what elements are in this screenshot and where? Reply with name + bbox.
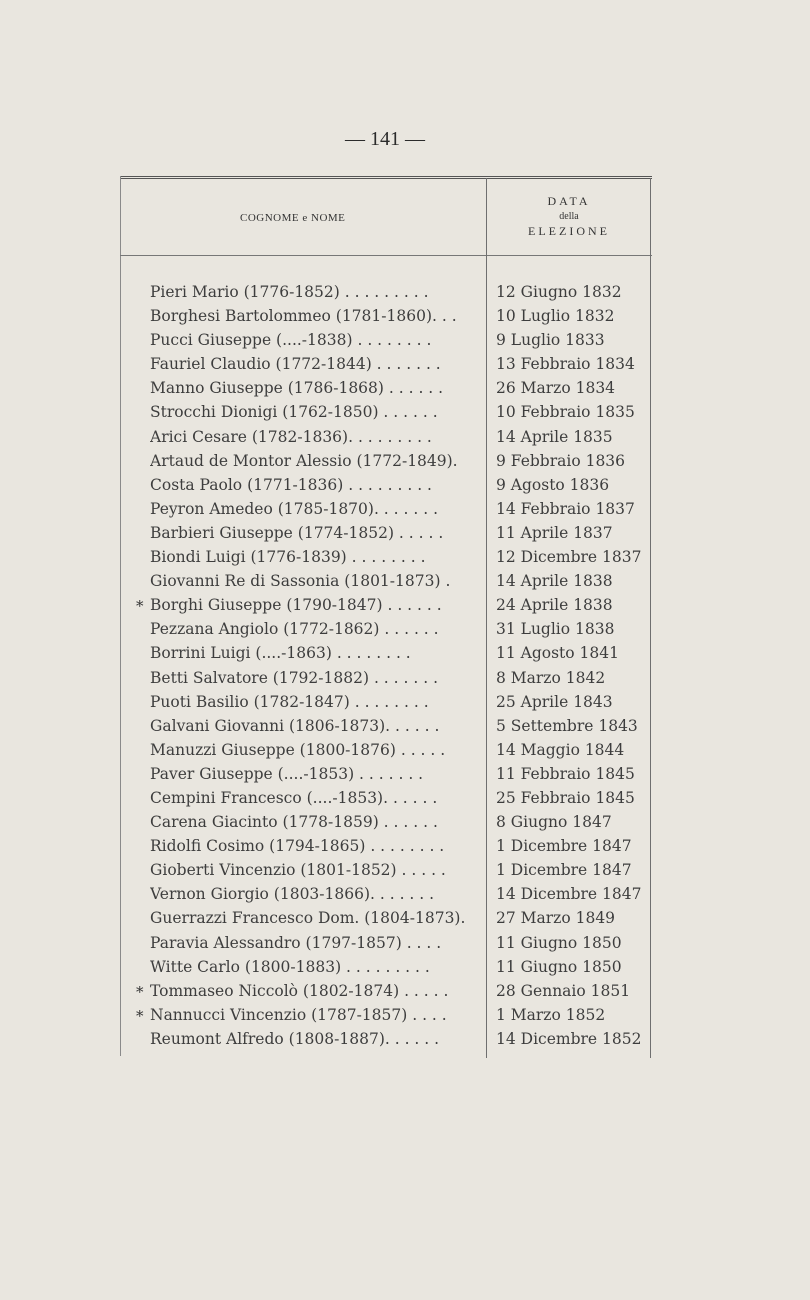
election-date: 11 Giugno 1850 bbox=[496, 957, 622, 976]
member-name: Costa Paolo (1771-1836) . . . . . . . . . bbox=[150, 475, 432, 494]
member-name: Ridolfi Cosimo (1794-1865) . . . . . . . . bbox=[150, 837, 445, 856]
table-row bbox=[130, 786, 655, 810]
header-date-line-1: DATA bbox=[547, 194, 591, 208]
election-date: 27 Marzo 1849 bbox=[496, 909, 616, 928]
members-table-body bbox=[130, 280, 655, 1051]
table-row bbox=[130, 376, 655, 400]
asterisk-mark: * bbox=[136, 982, 144, 1001]
table-row bbox=[130, 641, 655, 665]
election-date: 14 Dicembre 1852 bbox=[496, 1029, 642, 1048]
table-row bbox=[130, 690, 655, 714]
member-name: Witte Carlo (1800-1883) . . . . . . . . . bbox=[150, 957, 430, 976]
election-date: 9 Agosto 1836 bbox=[496, 475, 610, 494]
table-row bbox=[130, 906, 655, 930]
table-row bbox=[130, 328, 655, 352]
member-name: Barbieri Giuseppe (1774-1852) . . . . . bbox=[150, 523, 444, 542]
member-name: Paravia Alessandro (1797-1857) . . . . bbox=[150, 933, 442, 952]
header-date-line-2: della bbox=[559, 211, 579, 222]
table-row bbox=[130, 834, 655, 858]
election-date: 24 Aprile 1838 bbox=[496, 596, 613, 615]
member-name: Strocchi Dionigi (1762-1850) . . . . . . bbox=[150, 403, 438, 422]
member-name: Cempini Francesco (....-1853). . . . . . bbox=[150, 788, 438, 807]
member-name: Arici Cesare (1782-1836). . . . . . . . . bbox=[150, 427, 432, 446]
election-date: 12 Dicembre 1837 bbox=[496, 548, 642, 567]
table-row bbox=[130, 521, 655, 545]
table-row bbox=[130, 449, 655, 473]
election-date: 14 Aprile 1838 bbox=[496, 572, 613, 591]
table-row bbox=[130, 400, 655, 424]
member-name: Nannucci Vincenzio (1787-1857) . . . . bbox=[150, 1005, 447, 1024]
member-name: Paver Giuseppe (....-1853) . . . . . . . bbox=[150, 764, 424, 783]
member-name: Borrini Luigi (....-1863) . . . . . . . . bbox=[150, 644, 411, 663]
member-name: Manuzzi Giuseppe (1800-1876) . . . . . bbox=[150, 740, 446, 759]
election-date: 14 Dicembre 1847 bbox=[496, 885, 642, 904]
asterisk-mark: * bbox=[136, 597, 144, 616]
election-date: 11 Febbraio 1845 bbox=[496, 764, 635, 783]
header-date-column bbox=[490, 194, 648, 239]
table-row bbox=[130, 617, 655, 641]
table-row bbox=[130, 979, 655, 1003]
table-row bbox=[130, 955, 655, 979]
member-name: Pucci Giuseppe (....-1838) . . . . . . . . bbox=[150, 331, 432, 350]
asterisk-mark: * bbox=[136, 1006, 144, 1025]
table-row bbox=[130, 810, 655, 834]
member-name: Giovanni Re di Sassonia (1801-1873) . bbox=[150, 572, 451, 591]
election-date: 26 Marzo 1834 bbox=[496, 379, 616, 398]
election-date: 11 Agosto 1841 bbox=[496, 644, 619, 663]
member-name: Biondi Luigi (1776-1839) . . . . . . . . bbox=[150, 548, 426, 567]
member-name: Puoti Basilio (1782-1847) . . . . . . . . bbox=[150, 692, 429, 711]
election-date: 5 Settembre 1843 bbox=[496, 716, 638, 735]
member-name: Tommaseo Niccolò (1802-1874) . . . . . bbox=[150, 981, 449, 1000]
member-name: Pezzana Angiolo (1772-1862) . . . . . . bbox=[150, 620, 439, 639]
election-date: 1 Marzo 1852 bbox=[496, 1005, 606, 1024]
table-row bbox=[130, 1027, 655, 1051]
member-name: Galvani Giovanni (1806-1873). . . . . . bbox=[150, 716, 440, 735]
election-date: 14 Maggio 1844 bbox=[496, 740, 625, 759]
table-row bbox=[130, 473, 655, 497]
table-row bbox=[130, 352, 655, 376]
table-row bbox=[130, 593, 655, 617]
table-row bbox=[130, 666, 655, 690]
election-date: 14 Aprile 1835 bbox=[496, 427, 613, 446]
election-date: 31 Luglio 1838 bbox=[496, 620, 615, 639]
table-row bbox=[130, 858, 655, 882]
table-row bbox=[130, 425, 655, 449]
election-date: 12 Giugno 1832 bbox=[496, 283, 622, 301]
table-row bbox=[130, 882, 655, 906]
table-row bbox=[130, 1003, 655, 1027]
table-row bbox=[130, 714, 655, 738]
election-date: 8 Marzo 1842 bbox=[496, 668, 606, 687]
member-name: Gioberti Vincenzio (1801-1852) . . . . . bbox=[150, 861, 446, 880]
election-date: 28 Gennaio 1851 bbox=[496, 981, 631, 1000]
election-date: 11 Giugno 1850 bbox=[496, 933, 622, 952]
member-name: Reumont Alfredo (1808-1887). . . . . . bbox=[150, 1029, 440, 1048]
header-name-column: COGNOME e NOME bbox=[240, 212, 346, 224]
header-date-line-3: ELEZIONE bbox=[528, 224, 610, 238]
election-date: 13 Febbraio 1834 bbox=[496, 355, 635, 374]
table-row bbox=[130, 304, 655, 328]
election-date: 1 Dicembre 1847 bbox=[496, 861, 632, 880]
page-number: — 141 — bbox=[345, 128, 425, 150]
election-date: 25 Aprile 1843 bbox=[496, 692, 613, 711]
table-row bbox=[130, 569, 655, 593]
election-date: 11 Aprile 1837 bbox=[496, 523, 613, 542]
table-row bbox=[130, 738, 655, 762]
election-date: 10 Luglio 1832 bbox=[496, 307, 615, 326]
election-date: 9 Luglio 1833 bbox=[496, 331, 605, 350]
election-date: 8 Giugno 1847 bbox=[496, 813, 612, 832]
member-name: Artaud de Montor Alessio (1772-1849). bbox=[150, 451, 458, 470]
member-name: Carena Giacinto (1778-1859) . . . . . . bbox=[150, 813, 438, 832]
table-row bbox=[130, 931, 655, 955]
member-name: Borghi Giuseppe (1790-1847) . . . . . . bbox=[150, 596, 442, 615]
member-name: Manno Giuseppe (1786-1868) . . . . . . bbox=[150, 379, 444, 398]
table-row bbox=[130, 762, 655, 786]
member-name: Peyron Amedeo (1785-1870). . . . . . . bbox=[150, 499, 439, 518]
election-date: 1 Dicembre 1847 bbox=[496, 837, 632, 856]
header-bottom-rule bbox=[120, 255, 652, 256]
election-date: 25 Febbraio 1845 bbox=[496, 788, 635, 807]
member-name: Vernon Giorgio (1803-1866). . . . . . . bbox=[150, 885, 435, 904]
member-name: Pieri Mario (1776-1852) . . . . . . . . . bbox=[150, 283, 429, 301]
member-name: Betti Salvatore (1792-1882) . . . . . . . bbox=[150, 668, 438, 687]
table-row bbox=[130, 545, 655, 569]
member-name: Borghesi Bartolommeo (1781-1860). . . bbox=[150, 307, 457, 326]
member-name: Guerrazzi Francesco Dom. (1804-1873). bbox=[150, 909, 466, 928]
member-name: Fauriel Claudio (1772-1844) . . . . . . . bbox=[150, 355, 441, 374]
table-row bbox=[130, 497, 655, 521]
election-date: 9 Febbraio 1836 bbox=[496, 451, 626, 470]
election-date: 14 Febbraio 1837 bbox=[496, 499, 635, 518]
table-row bbox=[130, 280, 655, 304]
election-date: 10 Febbraio 1835 bbox=[496, 403, 635, 422]
